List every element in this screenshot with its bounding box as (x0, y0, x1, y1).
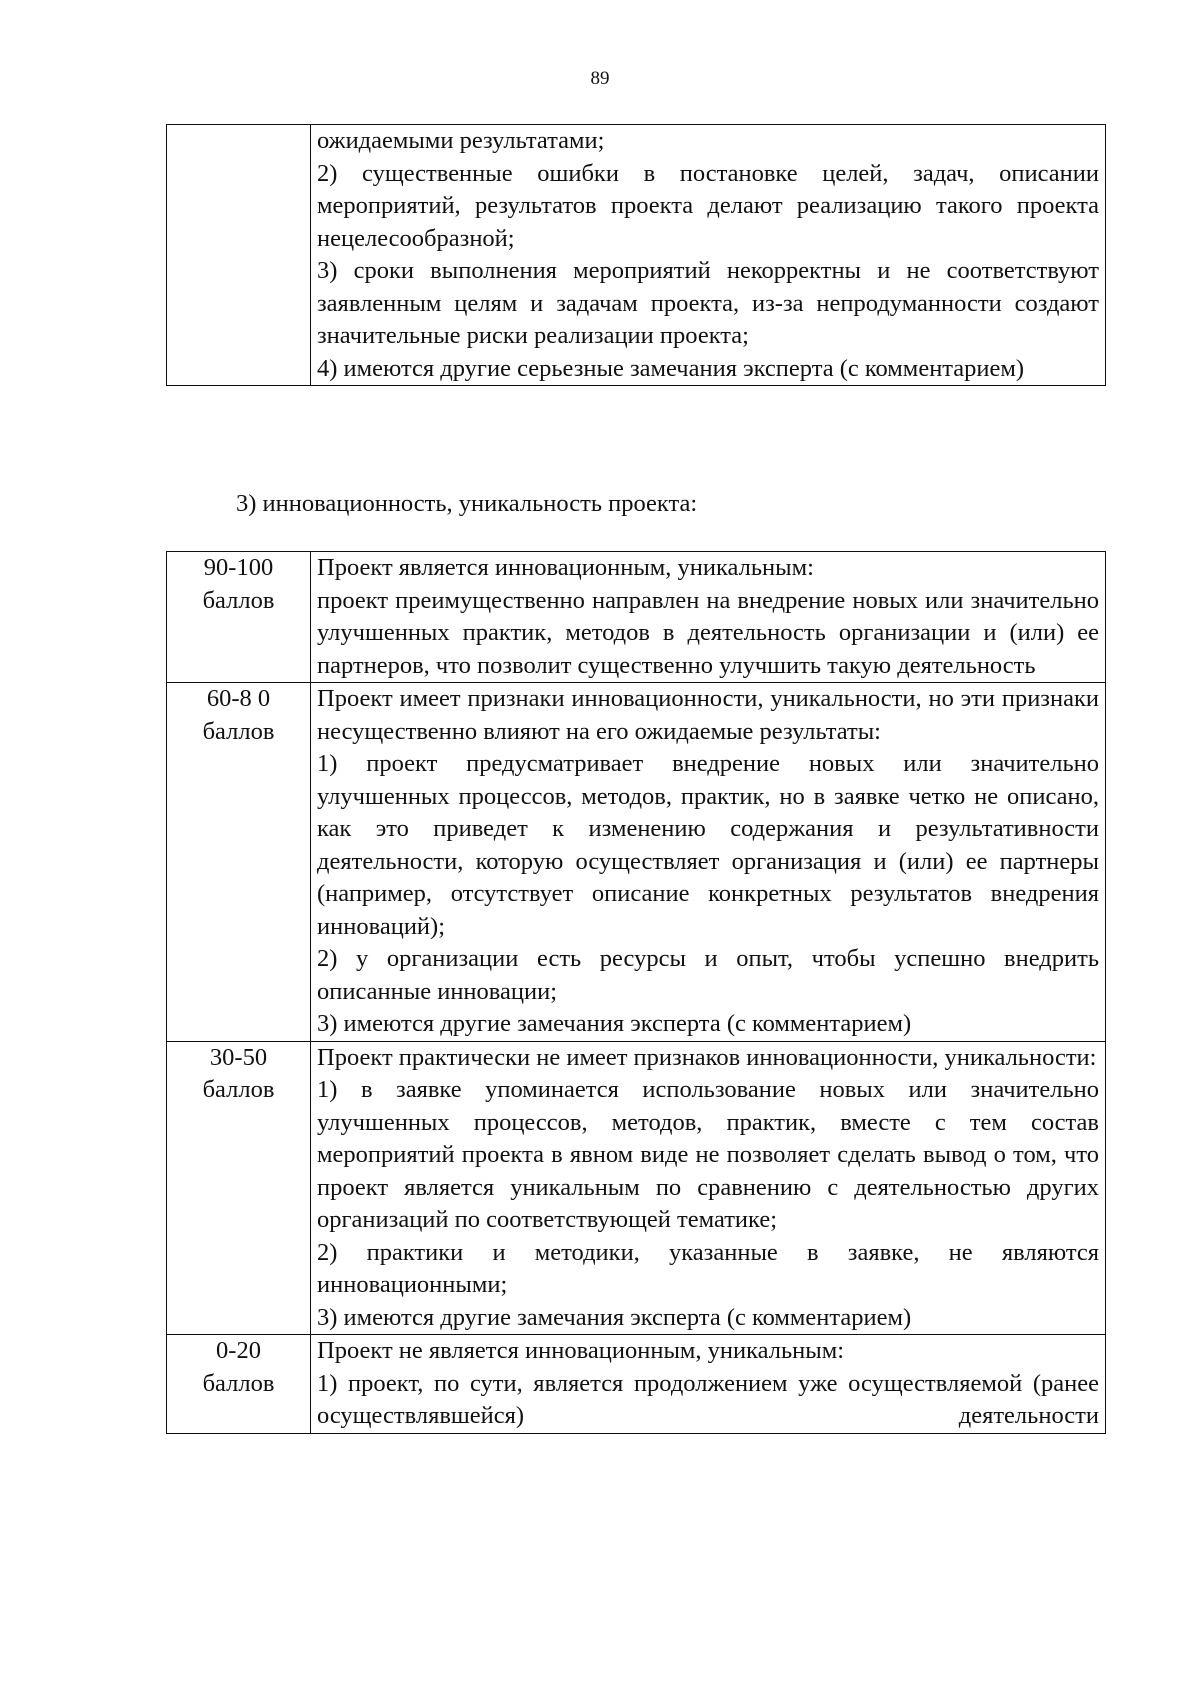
description-line: 3) сроки выполнения мероприятий некорректны и не соответствуют заявленным целям и задачам проекта, из-за непродуманности создают значительные риски реализации проекта; (317, 257, 1099, 349)
score-cell (167, 552, 311, 683)
description-line: 3) имеются другие замечания эксперта (с комментарием) (317, 1303, 912, 1331)
description-cell (311, 125, 1106, 386)
score-unit: баллов (202, 586, 275, 614)
score-range: 90-100 (203, 554, 274, 581)
description-line: 3) имеются другие замечания эксперта (с комментарием) (317, 1010, 912, 1037)
section-heading: 3) инновационность, уникальность проекта: (236, 490, 698, 517)
description-line: 4) имеются другие серьезные замечания эксперта (с комментарием) (317, 354, 1025, 382)
innovation-criteria-table (166, 551, 1106, 1434)
score-cell (167, 1335, 311, 1434)
description-line: 1) в заявке упоминается использование новых или значительно улучшенных процессов, методов, практик, вместе с тем состав мероприятий проекта в явном виде не позволяет сделать вывод о том, что проект является уникальным по сравнению с деятельностью других организаций по соответствующей тематике; (317, 1076, 1099, 1233)
page-number: 89 (590, 68, 610, 89)
continued-criteria-table (166, 124, 1106, 386)
score-unit: баллов (202, 1369, 275, 1397)
score-unit: баллов (202, 717, 275, 745)
table-row (167, 125, 1106, 386)
table-row (167, 1335, 1106, 1434)
description-line: 1) проект, по сути, является продолжением уже осуществляемой (ранее осуществлявшейся) деятельности (317, 1369, 1099, 1429)
description-cell (311, 1335, 1106, 1434)
score-unit: баллов (202, 1076, 275, 1103)
description-line: 2) существенные ошибки в постановке целей, задач, описании мероприятий, результатов проекта делают реализацию такого проекта нецелесообразной; (317, 159, 1099, 252)
description-cell (311, 1041, 1106, 1335)
table-row (167, 683, 1106, 1042)
score-range: 30-50 (209, 1043, 268, 1071)
description-line: 2) у организации есть ресурсы и опыт, чтобы успешно внедрить описанные инновации; (317, 945, 1099, 1005)
description-line: Проект не является инновационным, уникальным: (317, 1337, 845, 1364)
description-line: проект преимущественно направлен на внедрение новых или значительно улучшенных практик, методов в деятельность организации и (или) ее партнеров, что позволит существенно улучшить такую деятельность (317, 586, 1099, 679)
description-line: Проект имеет признаки инновационности, уникальности, но эти признаки несущественно влияют на его ожидаемые результаты: (317, 685, 1099, 745)
score-range: 0-20 (216, 1337, 261, 1364)
description-line: Проект является инновационным, уникальным: (317, 554, 814, 581)
description-line: Проект практически не имеет признаков инновационности, уникальности: (317, 1043, 1097, 1071)
description-line: 1) проект предусматривает внедрение новых или значительно улучшенных процессов, методов, практик, но в заявке четко не описано, как это приведет к изменению содержания и результативности деятельности, которую осуществляет организация и (или) ее партнеры (например, отсутствует описание конкретных результатов внедрения инноваций); (317, 750, 1099, 940)
score-cell (167, 1041, 311, 1335)
table-row (167, 1041, 1106, 1335)
score-cell (167, 125, 311, 386)
description-line: ожидаемыми результатами; (317, 127, 605, 154)
description-cell (311, 552, 1106, 683)
description-line: 2) практики и методики, указанные в заявке, не являются инновационными; (317, 1238, 1099, 1298)
score-cell (167, 683, 311, 1042)
description-cell (311, 683, 1106, 1042)
score-range: 60-8 0 (206, 685, 271, 712)
table-row (167, 552, 1106, 683)
